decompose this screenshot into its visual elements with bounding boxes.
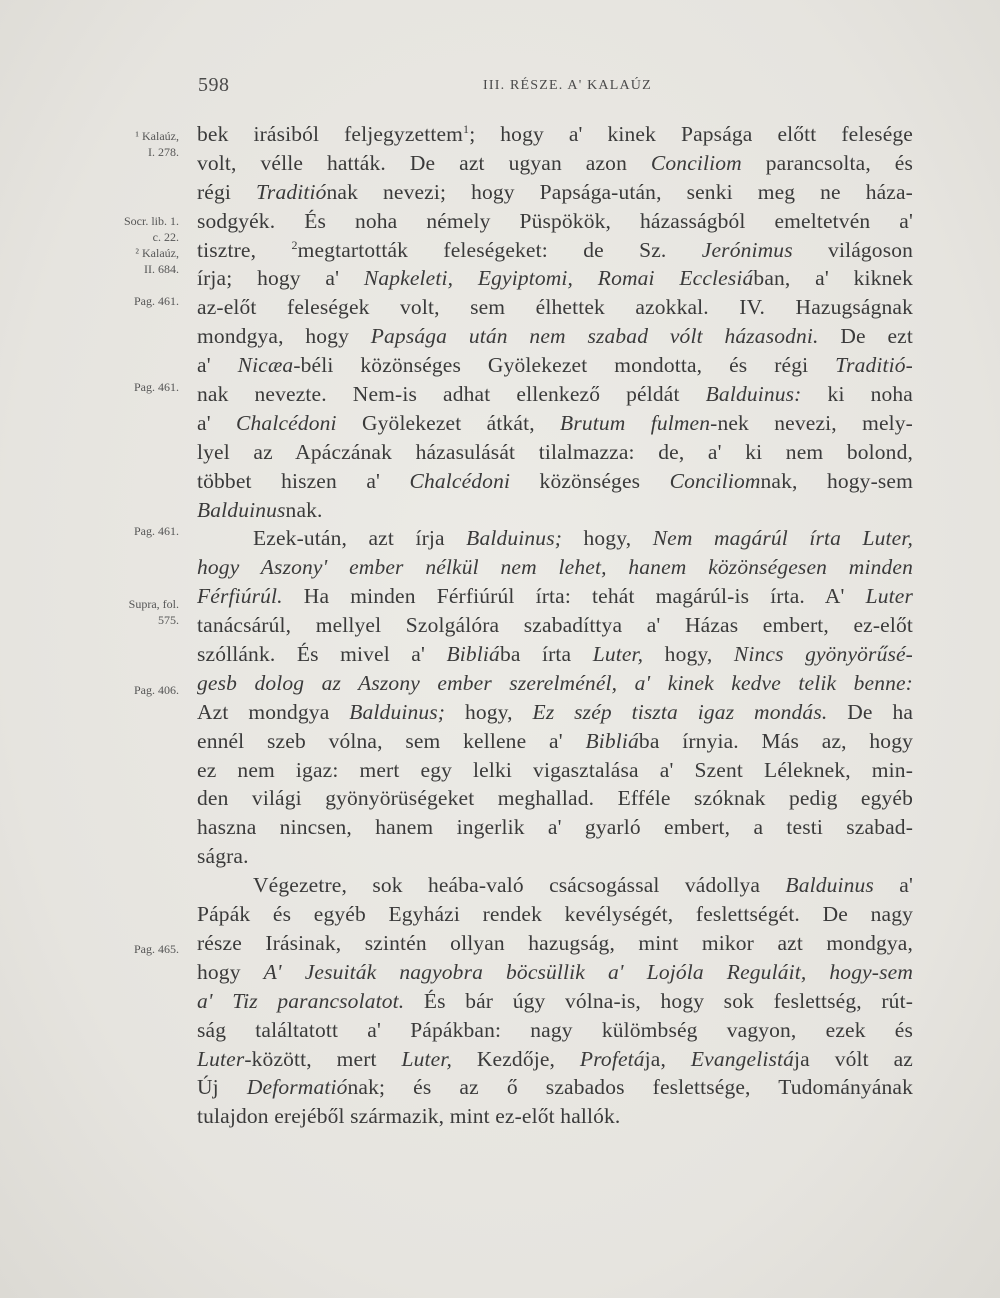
text-span: megtartották feleségeket: de Sz. (297, 237, 702, 262)
text-span: -nek nevezi, mely- (710, 410, 913, 435)
text-span: hogy, (445, 699, 533, 724)
text-span: többet hiszen a' (197, 468, 410, 493)
text-line (197, 1073, 913, 1102)
text-span: nak; és az ő szabados feslettsége, Tudományának (347, 1075, 914, 1100)
text-span: den világi gyönyörüségeket meghallad. Efféle szóknak pedig egyéb (197, 786, 913, 811)
text-line (197, 900, 913, 929)
text-line (197, 293, 913, 322)
text-span: ja vólt az (794, 1046, 913, 1071)
italic-span: Conciliom (650, 150, 742, 175)
margin-note-line: Pag. 465. (134, 942, 179, 956)
text-span: -béli közönséges Gyölekezet mondotta, és régi (293, 353, 836, 378)
margin-note-line: ¹ Kalaúz, (135, 129, 179, 143)
text-span: haszna nincsen, hanem ingerlik a' gyarló embert, a testi szabad- (197, 815, 913, 840)
text-line (197, 871, 913, 900)
text-span: világoson (792, 237, 914, 262)
margin-note-line: 575. (158, 613, 179, 627)
italic-span: Profetá (579, 1046, 645, 1071)
italic-span: Chalcédoni (409, 468, 511, 493)
margin-note-line: II. 684. (144, 262, 179, 276)
text-span: hogy (197, 959, 264, 984)
text-span: -között, mert (244, 1046, 402, 1071)
text-span: Új (197, 1075, 247, 1100)
text-span: bek irásiból feljegyzettem (197, 122, 464, 146)
text-line (197, 611, 913, 640)
text-line (197, 178, 913, 207)
text-span: tulajdon erejéből származik, mint ez-előt hallók. (197, 1104, 621, 1129)
text-line (197, 149, 913, 178)
text-line (197, 524, 913, 553)
text-span: ja, (644, 1046, 691, 1071)
text-line (197, 727, 913, 756)
text-span: ság találtatott a' Pápákban: nagy külömbség vagyon, ezek és (197, 1017, 913, 1042)
text-span: ságra. (197, 844, 249, 869)
text-span: régi (197, 179, 256, 204)
text-line (197, 553, 913, 582)
text-line (197, 380, 913, 409)
text-span: lyel az Apáczának házasulását tilalmazza: de, a' ki nem bolond, (197, 439, 913, 464)
body-text (197, 120, 913, 1131)
italic-span: gesb dolog az Aszony ember szerelménél, a' kinek kedve telik benne: (197, 670, 913, 695)
text-span: parancsolta, és (741, 150, 913, 175)
text-span: Gyölekezet átkát, (336, 410, 561, 435)
text-span: része Irásinak, szintén ollyan hazugság, mint mikor azt mondgya, (197, 930, 913, 955)
margin-note-line: Pag. 461. (134, 294, 179, 308)
text-line (197, 351, 913, 380)
text-span: tanácsárúl, mellyel Szolgálóra szabadíttya a' Házas embert, ez-előt (197, 613, 913, 638)
text-span: ennél szeb vólna, sem kellene a' (197, 728, 586, 753)
italic-span: a' Tiz parancsolatot. (197, 988, 405, 1013)
text-span: nak nevezi; hogy Papsága-után, senki meg ne háza- (326, 179, 913, 204)
text-span: hogy, (643, 642, 734, 667)
italic-span: A' Jesuiták nagyobra böcsüllik a' Lojóla Reguláit, hogy-sem (263, 959, 914, 984)
italic-span: hogy Aszony' ember nélkül nem lehet, hanem közönségesen minden (197, 555, 913, 580)
text-line (197, 929, 913, 958)
italic-span: Luter (865, 584, 913, 609)
text-span: nak nevezte. Nem-is adhat ellenkező példát (197, 382, 706, 407)
margin-note (95, 293, 179, 309)
text-line (197, 322, 913, 351)
margin-note (95, 941, 179, 957)
text-line (197, 438, 913, 467)
text-line (197, 813, 913, 842)
text-span: Végezetre, sok heába-való csácsogással vádollya (253, 873, 786, 898)
text-line (197, 496, 913, 525)
text-line (197, 207, 913, 236)
text-span: szóllánk. És mivel a' (197, 642, 447, 667)
text-span: közönséges (510, 468, 670, 493)
margin-note-line: Pag. 406. (134, 683, 179, 697)
text-span: ki noha (801, 382, 914, 407)
text-line (197, 958, 913, 987)
italic-span: Jerónimus (701, 237, 793, 262)
text-span: ez nem igaz: mert egy lelki vigasztalása a' Szent Léleknek, min- (197, 757, 913, 782)
text-line (197, 467, 913, 496)
text-span: Ha minden Férfiúrúl írta: tehát magárúl-is írta. A' (282, 584, 866, 609)
text-line (197, 784, 913, 813)
italic-span: Traditió- (835, 353, 913, 378)
footnote-marker: 1 (463, 121, 470, 136)
text-line (197, 842, 913, 871)
running-head: III. RÉSZE. A' KALAÚZ (483, 78, 652, 93)
margin-note (95, 213, 179, 277)
italic-span: Férfiúrúl. (197, 584, 283, 609)
text-span: De ha (827, 699, 914, 724)
text-span: a' (873, 873, 913, 898)
italic-span: Balduinus; (466, 526, 563, 551)
italic-span: Papsága után nem szabad vólt házasodni. (370, 324, 819, 349)
text-line (197, 409, 913, 438)
text-line (197, 756, 913, 785)
text-span: volt, vélle hatták. De azt ugyan azon (197, 150, 651, 175)
margin-note (95, 379, 179, 395)
text-span: Pápák és egyéb Egyházi rendek kevélységét, feslettségét. De nagy (197, 902, 913, 927)
italic-span: Nicæa (237, 353, 294, 378)
text-line (197, 1102, 913, 1131)
italic-span: Balduinus; (349, 699, 446, 724)
margin-note-line: ² Kalaúz, (135, 246, 179, 260)
italic-span: Balduinus: (705, 382, 802, 407)
italic-span: Traditió (256, 179, 327, 204)
text-span: És bár úgy vólna-is, hogy sok feslettség, rút- (404, 988, 914, 1013)
italic-span: Luter (197, 1046, 245, 1071)
text-span: tisztre, (197, 237, 292, 262)
text-line (197, 1045, 913, 1074)
text-line (197, 698, 913, 727)
margin-note (95, 682, 179, 698)
text-line (197, 264, 913, 293)
italic-span: Nincs gyönyörűsé- (733, 642, 913, 667)
text-span: sodgyék. És noha némely Püspökök, házasságból emeltetvén a' (197, 208, 913, 233)
margin-note (95, 523, 179, 539)
italic-span: Luter, (592, 642, 644, 667)
text-span: Kezdője, (452, 1046, 580, 1071)
margin-note-line: I. 278. (148, 145, 179, 159)
text-span: Ezek-után, azt írja (253, 526, 467, 551)
text-line (197, 236, 913, 265)
text-span: ; hogy a' kinek Papsága előtt felesége (469, 122, 913, 146)
text-line (197, 669, 913, 698)
margin-note-line: Supra, fol. (128, 597, 179, 611)
text-span: ba írta (499, 642, 593, 667)
italic-span: Deformatió (246, 1075, 348, 1100)
text-span: az-előt feleségek volt, sem élhettek azokkal. IV. Hazugságnak (197, 295, 913, 320)
text-span: De ezt (818, 324, 914, 349)
italic-span: Conciliom (669, 468, 761, 493)
footnote-marker: 2 (291, 237, 298, 252)
italic-span: Brutum fulmen (560, 410, 711, 435)
text-line (197, 640, 913, 669)
margin-note (95, 596, 179, 628)
italic-span: Chalcédoni (236, 410, 337, 435)
italic-span: Bibliá (585, 728, 639, 753)
text-line (197, 582, 913, 611)
text-span: Azt mondgya (197, 699, 350, 724)
text-line (197, 987, 913, 1016)
italic-span: Evangelistá (690, 1046, 795, 1071)
italic-span: Napkeleti, Egyiptomi, Romai Ecclesiá (363, 266, 754, 291)
text-span: ban, a' kiknek (753, 266, 914, 291)
margin-note-line: Socr. lib. 1. (123, 214, 179, 228)
text-span: hogy, (562, 526, 653, 551)
text-line (197, 120, 913, 149)
margin-note-line: c. 22. (152, 230, 179, 244)
margin-notes (0, 0, 190, 1298)
text-line (197, 1016, 913, 1045)
margin-note-line: Pag. 461. (134, 524, 179, 538)
italic-span: Balduinus (785, 873, 874, 898)
italic-span: Bibliá (446, 642, 500, 667)
page-number: 598 (198, 74, 230, 96)
text-span: nak. (285, 497, 323, 522)
italic-span: Luter, (401, 1046, 453, 1071)
italic-span: Nem magárúl írta Luter, (652, 526, 913, 551)
text-span: mondgya, hogy (197, 324, 371, 349)
italic-span: Balduinus (197, 497, 286, 522)
margin-note (95, 128, 179, 160)
text-span: írja; hogy a' (197, 266, 364, 291)
text-span: a' (197, 353, 238, 378)
italic-span: Ez szép tiszta igaz mondás. (532, 699, 828, 724)
margin-note-line: Pag. 461. (134, 380, 179, 394)
text-span: ba írnyia. Más az, hogy (638, 728, 913, 753)
text-span: nak, hogy-sem (760, 468, 913, 493)
text-span: a' (197, 410, 237, 435)
